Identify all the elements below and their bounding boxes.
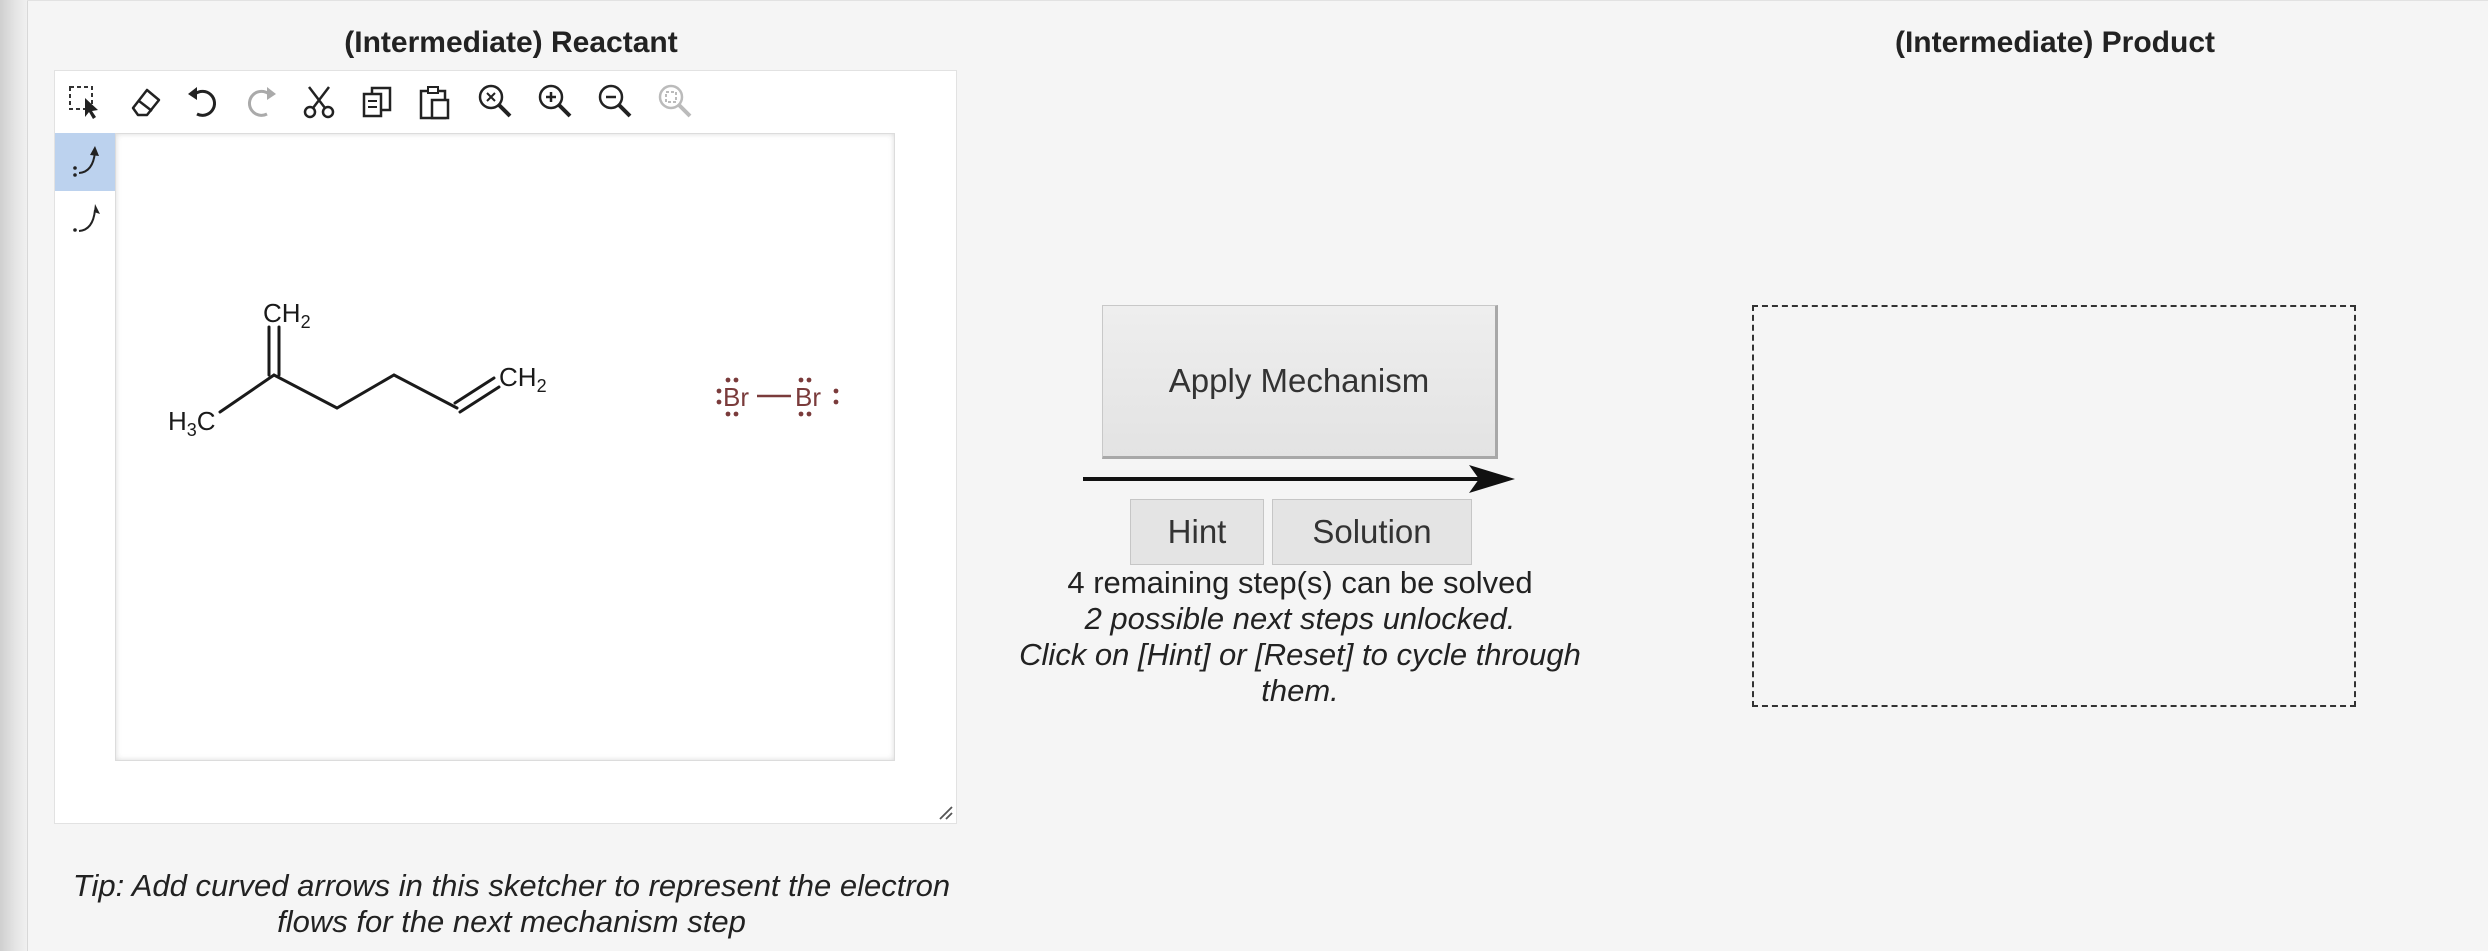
redo-button[interactable]	[239, 80, 283, 124]
zoom-in-icon	[535, 82, 575, 122]
bromine-atom-right: Br	[795, 382, 821, 412]
hint-button[interactable]: Hint	[1130, 499, 1264, 565]
molecule-drawing	[116, 134, 894, 760]
reaction-arrow-icon	[1083, 462, 1519, 496]
top-divider	[27, 0, 2488, 1]
zoom-out-button[interactable]	[593, 80, 637, 124]
ch2-top-label: $CH_2$	[263, 298, 311, 332]
carbon-labels	[168, 298, 547, 440]
copy-icon	[357, 82, 397, 122]
left-scroll-edge	[0, 0, 28, 951]
paste-icon	[415, 82, 455, 122]
carbon-skeleton	[220, 327, 499, 412]
zoom-out-icon	[595, 82, 635, 122]
paste-button[interactable]	[413, 80, 457, 124]
undo-button[interactable]	[181, 80, 225, 124]
steps-unlocked-text: 2 possible next steps unlocked.	[1084, 601, 1516, 636]
ch2-right-label: $CH_2$	[499, 362, 547, 396]
product-panel-title: (Intermediate) Product	[1894, 26, 2216, 59]
undo-icon	[183, 82, 223, 122]
sketcher-side-toolbar	[55, 133, 115, 249]
solution-button[interactable]: Solution	[1272, 499, 1472, 565]
select-icon	[65, 82, 105, 122]
molecule-canvas[interactable]	[115, 133, 895, 761]
zoom-fit-button[interactable]	[473, 80, 517, 124]
product-drop-area[interactable]	[1752, 305, 2356, 707]
single-electron-arrow-tool[interactable]	[55, 191, 115, 249]
resize-grip-icon[interactable]	[936, 803, 954, 821]
cut-button[interactable]	[297, 80, 341, 124]
zoom-in-button[interactable]	[533, 80, 577, 124]
select-tool[interactable]	[63, 80, 107, 124]
electron-pair-arrow-tool[interactable]	[55, 133, 115, 191]
zoom-reset-button[interactable]	[653, 80, 697, 124]
steps-remaining-text: 4 remaining step(s) can be solved	[1067, 565, 1533, 600]
bromine-molecule	[717, 378, 839, 417]
bromine-atom-left: Br	[723, 382, 749, 412]
curved-arrow-pair-icon	[63, 140, 107, 184]
reactant-panel-title: (Intermediate) Reactant	[344, 26, 678, 59]
sketcher-tip: Tip: Add curved arrows in this sketcher to represent the electron flows for the next mechanism step	[72, 868, 951, 939]
zoom-reset-icon	[655, 82, 695, 122]
scissors-icon	[299, 82, 339, 122]
h3c-label: $H_3C$	[168, 406, 216, 440]
redo-icon	[241, 82, 281, 122]
sketcher-toolbar	[55, 71, 956, 133]
apply-mechanism-button[interactable]: Apply Mechanism	[1102, 305, 1498, 459]
curved-arrow-single-icon	[63, 198, 107, 242]
eraser-icon	[125, 82, 165, 122]
reactant-sketcher[interactable]	[54, 70, 957, 824]
erase-tool[interactable]	[123, 80, 167, 124]
copy-button[interactable]	[355, 80, 399, 124]
cycle-hint-text: Click on [Hint] or [Reset] to cycle through them.	[1019, 637, 1581, 708]
zoom-fit-icon	[475, 82, 515, 122]
